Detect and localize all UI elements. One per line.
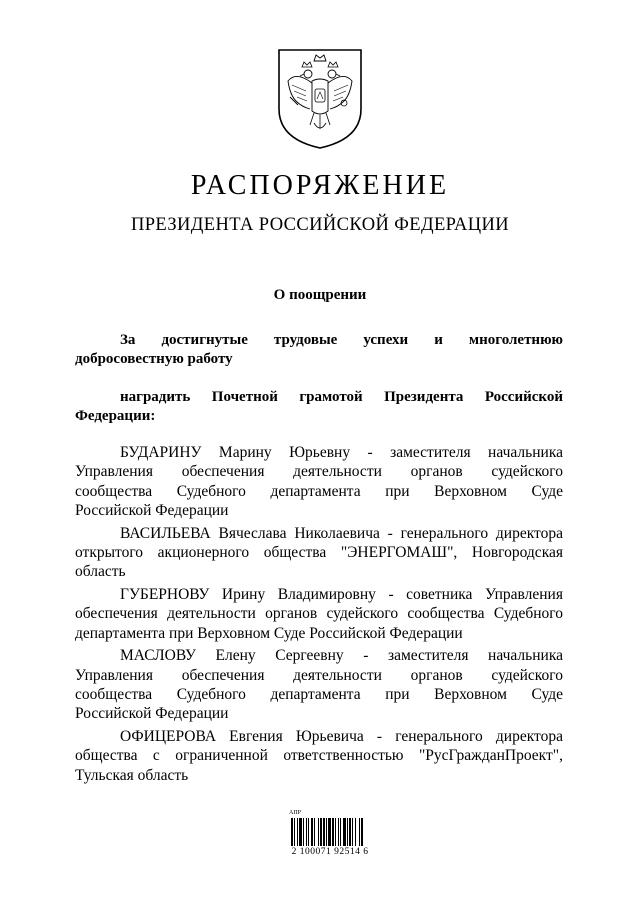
awardee-line: сообщества Судебного департамента при Верховном Суде <box>75 686 563 704</box>
document-type-heading: РАСПОРЯЖЕНИЕ <box>190 170 450 201</box>
decision-line: Федерации: <box>75 408 156 424</box>
awardee-line: общества с ограниченной ответственностью "РусГражданПроект", <box>75 747 563 765</box>
issuer-heading: ПРЕЗИДЕНТА РОССИЙСКОЙ ФЕДЕРАЦИИ <box>130 215 510 235</box>
preamble-line: За достигнутые трудовые успехи и многолетнюю <box>120 332 563 348</box>
barcode-bar <box>294 818 295 846</box>
awardee-line: сообщества Судебного департамента при Верховном Суде <box>75 482 563 500</box>
barcode-bar <box>352 818 353 846</box>
barcode-mark: АПР <box>289 810 302 816</box>
barcode-bar <box>311 818 313 846</box>
barcode-bar <box>343 818 346 846</box>
awardee-line: ВАСИЛЬЕВА Вячеслава Николаевича - генерального директора <box>120 524 563 542</box>
barcode-bar <box>303 818 304 846</box>
barcode-number: 2 100071 92514 6 <box>291 847 369 857</box>
awardee-line: ГУБЕРНОВУ Ирину Владимировну - советника Управления <box>120 586 563 604</box>
decision-paragraph <box>75 388 563 426</box>
russian-coat-of-arms-icon <box>276 47 364 151</box>
barcode-bar <box>338 818 339 846</box>
barcode-bar <box>299 818 302 846</box>
barcode-bar <box>306 818 307 846</box>
barcode-bar <box>291 818 293 846</box>
awardee-line: Управления обеспечения деятельности органов судейского <box>75 463 563 481</box>
awardee-line: Тульская область <box>75 766 189 784</box>
awardee-line: Российской Федерации <box>75 705 229 723</box>
awardee-entry <box>75 646 563 723</box>
barcode-bar <box>318 818 319 846</box>
barcode-bar <box>320 818 322 846</box>
barcode-bar <box>347 818 348 846</box>
awardee-line: ОФИЦЕРОВА Евгения Юрьевича - генерального директора <box>120 728 563 746</box>
awardee-line: Управления обеспечения деятельности органов судейского <box>75 666 563 684</box>
barcode-bar <box>323 818 325 846</box>
barcode-bar <box>328 818 331 846</box>
barcode-icon <box>291 818 369 846</box>
barcode-bar <box>340 818 341 846</box>
preamble-line: добросовестную работу <box>75 351 233 367</box>
awardees-list <box>75 443 563 789</box>
barcode-bar <box>332 818 334 846</box>
barcode-bar <box>355 818 356 846</box>
preamble-paragraph <box>75 331 563 369</box>
barcode-bar <box>335 818 336 846</box>
awardee-line: БУДАРИНУ Марину Юрьевну - заместителя начальника <box>120 444 563 461</box>
barcode-bar <box>359 818 360 846</box>
awardee-line: Российской Федерации <box>75 501 229 519</box>
barcode-bar <box>349 818 351 846</box>
barcode-bar <box>314 818 315 846</box>
awardee-line: область <box>75 563 126 581</box>
awardee-entry <box>75 443 563 520</box>
barcode-bar <box>326 818 327 846</box>
barcode-block <box>285 810 375 858</box>
awardee-line: департамента при Верховном Суде Российской Федерации <box>75 624 463 642</box>
awardee-line: обеспечения деятельности органов судейского сообщества Судебного <box>75 605 563 623</box>
awardee-entry <box>75 524 563 582</box>
awardee-line: открытого акционерного общества "ЭНЕРГОМАШ", Новгородская <box>75 543 563 561</box>
barcode-bar <box>308 818 309 846</box>
awardee-entry <box>75 585 563 643</box>
document-subject: О поощрении <box>273 287 367 303</box>
awardee-entry <box>75 727 563 785</box>
decision-line: наградить Почетной грамотой Президента Российской <box>120 389 563 405</box>
barcode-bar <box>297 818 298 846</box>
barcode-bar <box>361 818 363 846</box>
awardee-line: МАСЛОВУ Елену Сергеевну - заместителя начальника <box>120 647 563 665</box>
